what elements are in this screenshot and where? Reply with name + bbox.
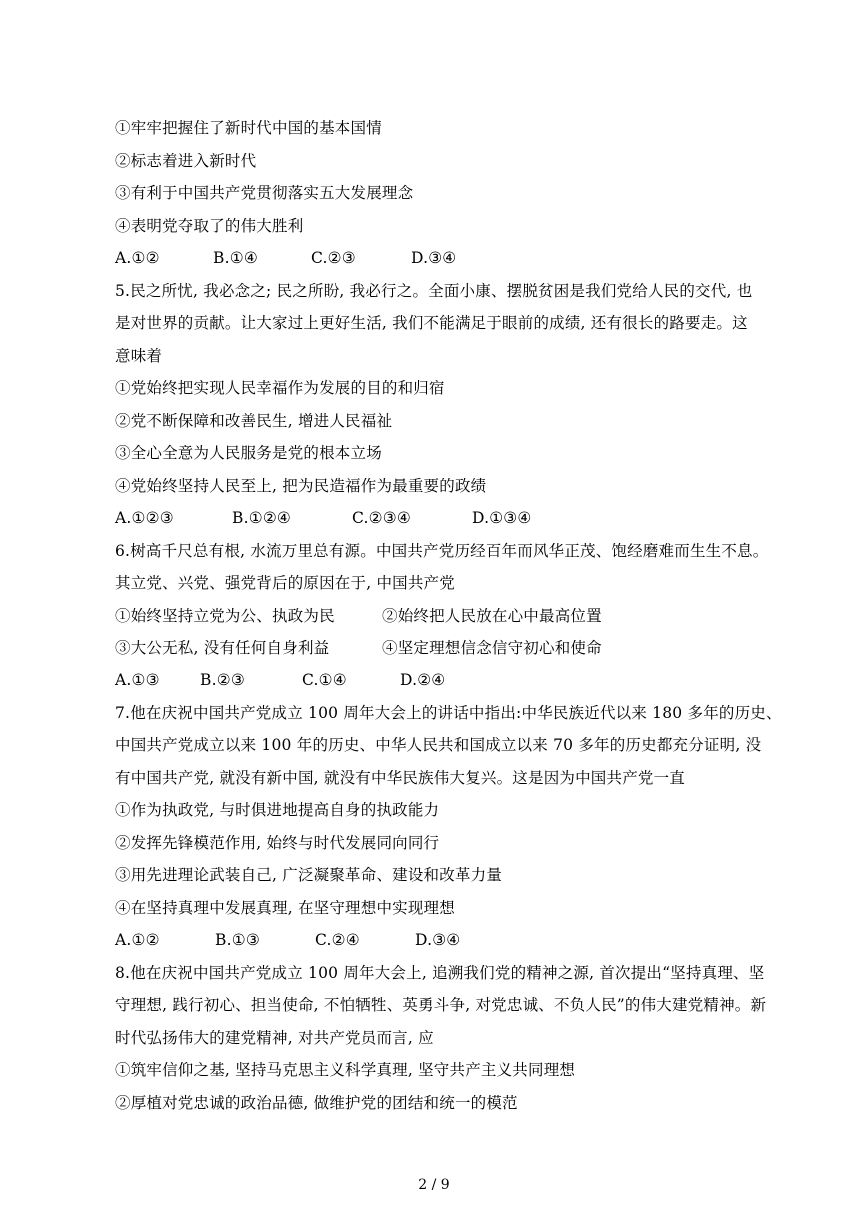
q6-statement-3: ③大公无私, 没有任何自身利益 — [115, 639, 330, 657]
q4-option-c: C.②③ — [311, 249, 356, 267]
q5-stem-line-1: 5.民之所忧, 我必念之; 民之所盼, 我必行之。全面小康、摆脱贫困是我们党给人民的交代, 也 — [115, 282, 753, 300]
q4-statement-2: ②标志着进入新时代 — [115, 152, 257, 170]
q5-statement-1: ①党始终把实现人民幸福作为发展的目的和归宿 — [115, 379, 445, 397]
q7-statement-1: ①作为执政党, 与时俱进地提高自身的执政能力 — [115, 801, 440, 819]
q7-statement-2: ②发挥先锋模范作用, 始终与时代发展同向同行 — [115, 834, 440, 852]
q4-option-b: B.①④ — [213, 249, 258, 267]
q5-stem-line-3: 意味着 — [115, 347, 163, 365]
q6-option-c: C.①④ — [302, 671, 347, 689]
q5-options — [115, 508, 532, 528]
q5-statement-2: ②党不断保障和改善民生, 增进人民福祉 — [115, 412, 393, 430]
q5-statement-3: ③全心全意为人民服务是党的根本立场 — [115, 444, 382, 462]
q4-option-d: D.③④ — [411, 249, 457, 267]
q6-option-a: A.①③ — [115, 671, 160, 689]
q6-statement-1: ①始终坚持立党为公、执政为民 — [115, 607, 335, 625]
q5-option-d: D.①③④ — [472, 509, 532, 527]
q6-statements-1-2 — [115, 606, 602, 626]
q7-statement-3: ③用先进理论武装自己, 广泛凝聚革命、建设和改革力量 — [115, 866, 503, 884]
q4-options — [115, 248, 456, 268]
q5-option-c: C.②③④ — [352, 509, 411, 527]
q6-options — [115, 670, 445, 690]
q7-options — [115, 930, 460, 950]
q6-statement-2: ②始终把人民放在心中最高位置 — [382, 607, 602, 625]
q7-option-c: C.②④ — [315, 931, 360, 949]
q6-statement-4: ④坚定理想信念信守初心和使命 — [382, 639, 602, 657]
q8-statement-1: ①筑牢信仰之基, 坚持马克思主义科学真理, 坚守共产主义共同理想 — [115, 1061, 576, 1079]
q4-statement-4: ④表明党夺取了的伟大胜利 — [115, 217, 304, 235]
page-number: 2 / 9 — [418, 1177, 450, 1193]
q7-stem-line-3: 有中国共产党, 就没有新中国, 就没有中华民族伟大复兴。这是因为中国共产党一直 — [115, 769, 686, 787]
q7-stem-line-2: 中国共产党成立以来 100 年的历史、中华人民共和国成立以来 70 多年的历史都充分证明, 没 — [115, 736, 762, 754]
q6-stem-line-2: 其立党、兴党、强党背后的原因在于, 中国共产党 — [115, 574, 455, 592]
q7-statement-4: ④在坚持真理中发展真理, 在坚守理想中实现理想 — [115, 899, 455, 917]
q4-option-a: A.①② — [115, 249, 160, 267]
q5-option-b: B.①②④ — [232, 509, 292, 527]
q4-statement-1: ①牢牢把握住了新时代中国的基本国情 — [115, 119, 382, 137]
q7-option-d: D.③④ — [415, 931, 461, 949]
q7-stem-line-1: 7.他在庆祝中国共产党成立 100 周年大会上的讲话中指出:中华民族近代以来 180 多年的历史、 — [115, 704, 782, 722]
q8-statement-2: ②厚植对党忠诚的政治品德, 做维护党的团结和统一的模范 — [115, 1094, 518, 1112]
q7-option-a: A.①② — [115, 931, 160, 949]
q8-stem-line-1: 8.他在庆祝中国共产党成立 100 周年大会上, 追溯我们党的精神之源, 首次提出“坚持真理、坚 — [115, 964, 765, 982]
q5-stem-line-2: 是对世界的贡献。让大家过上更好生活, 我们不能满足于眼前的成绩, 还有很长的路要走。这 — [115, 314, 748, 332]
q8-stem-line-3: 时代弘扬伟大的建党精神, 对共产党员而言, 应 — [115, 1029, 434, 1047]
q6-option-d: D.②④ — [400, 671, 446, 689]
q6-option-b: B.②③ — [200, 671, 245, 689]
q6-stem-line-1: 6.树高千尺总有根, 水流万里总有源。中国共产党历经百年而风华正茂、饱经磨难而生生不息。 — [115, 542, 769, 560]
q8-stem-line-2: 守理想, 践行初心、担当使命, 不怕牺牲、英勇斗争, 对党忠诚、不负人民”的伟大建党精神。新 — [115, 996, 767, 1014]
q6-statements-3-4 — [115, 638, 602, 658]
q5-statement-4: ④党始终坚持人民至上, 把为民造福作为最重要的政绩 — [115, 477, 487, 495]
q4-statement-3: ③有利于中国共产党贯彻落实五大发展理念 — [115, 184, 414, 202]
q7-option-b: B.①③ — [215, 931, 260, 949]
q5-option-a: A.①②③ — [115, 509, 174, 527]
